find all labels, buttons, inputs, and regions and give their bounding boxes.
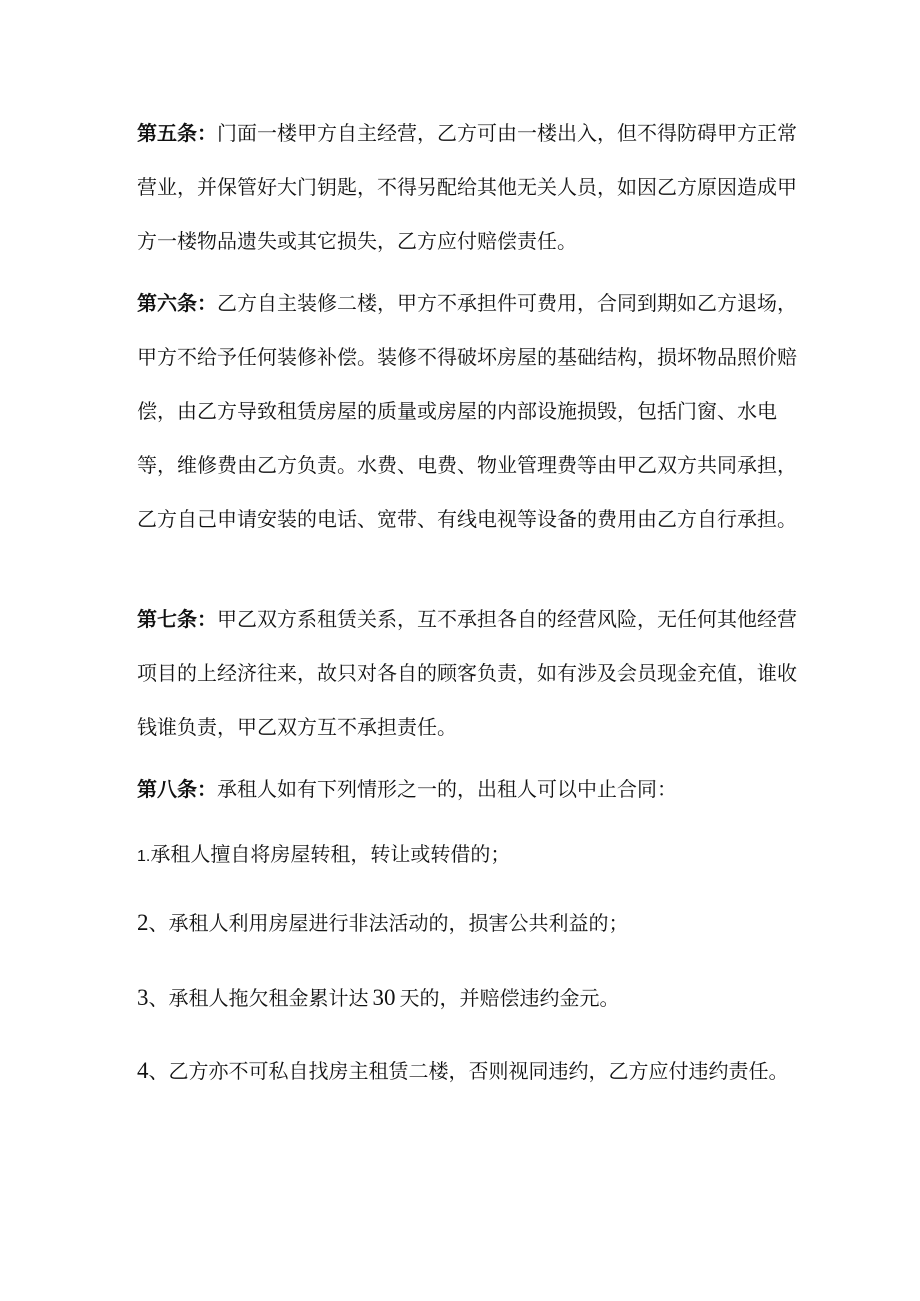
article-8-text: 承租人如有下列情形之一的，出租人可以中止合同： xyxy=(217,777,677,801)
article-7-label: 第七条 xyxy=(137,607,197,631)
article-5 xyxy=(137,106,797,268)
list-item xyxy=(137,1056,817,1086)
list-item-number: 1. xyxy=(137,848,151,865)
list-item-text: 、承租人拖欠租金累计达 xyxy=(148,986,369,1010)
article-7-sep: ： xyxy=(197,607,217,631)
article-7-text: 甲乙双方系租赁关系，互不承担各自的经营风险，无任何其他经营项目的上经济往来，故只对各自的顾客负责，如有涉及会员现金充值，谁收钱谁负责，甲乙双方互不承担责任。 xyxy=(137,607,797,739)
list-item xyxy=(137,908,817,938)
article-7 xyxy=(137,592,797,754)
list-item-text: 承租人擅自将房屋转租，转让或转借的； xyxy=(150,842,511,866)
list-item-text-after: 天的，并赔偿违约金元。 xyxy=(399,986,620,1010)
list-item xyxy=(137,839,817,872)
list-item-number: 2 xyxy=(137,910,149,935)
list-item-number: 4 xyxy=(137,1058,149,1083)
article-8-sep: ： xyxy=(197,777,217,801)
list-item-text: 、承租人利用房屋进行非法活动的，损害公共利益的； xyxy=(148,911,629,935)
article-6-label: 第六条 xyxy=(137,291,197,315)
article-8 xyxy=(137,762,797,816)
article-8-label: 第八条 xyxy=(137,777,197,801)
article-6-text: 乙方自主装修二楼，甲方不承担件可费用，合同到期如乙方退场，甲方不给予任何装修补偿。装修不得破坏房屋的基础结构，损坏物品照价赔偿，由乙方导致租赁房屋的质量或房屋的内部设施损毁，包括门窗、水电等，维修费由乙方负责。水费、电费、物业管理费等由甲乙双方共同承担，乙方自己申请安装的电话、宽带、有线电视等设备的费用由乙方自行承担。 xyxy=(137,291,797,531)
article-6 xyxy=(137,276,797,546)
article-5-text: 门面一楼甲方自主经营，乙方可由一楼出入，但不得防碍甲方正常营业，并保管好大门钥匙，不得另配给其他无关人员，如因乙方原因造成甲方一楼物品遗失或其它损失，乙方应付赔偿责任。 xyxy=(137,121,797,253)
list-item xyxy=(137,983,817,1013)
article-5-label: 第五条 xyxy=(137,121,197,145)
list-item-text: 、乙方亦不可私自找房主租赁二楼，否则视同违约，乙方应付违约责任。 xyxy=(148,1059,789,1083)
article-5-sep: ： xyxy=(197,121,217,145)
list-item-number: 3 xyxy=(137,985,149,1010)
overdue-days-value: 30 xyxy=(372,985,396,1010)
article-6-sep: ： xyxy=(197,291,217,315)
